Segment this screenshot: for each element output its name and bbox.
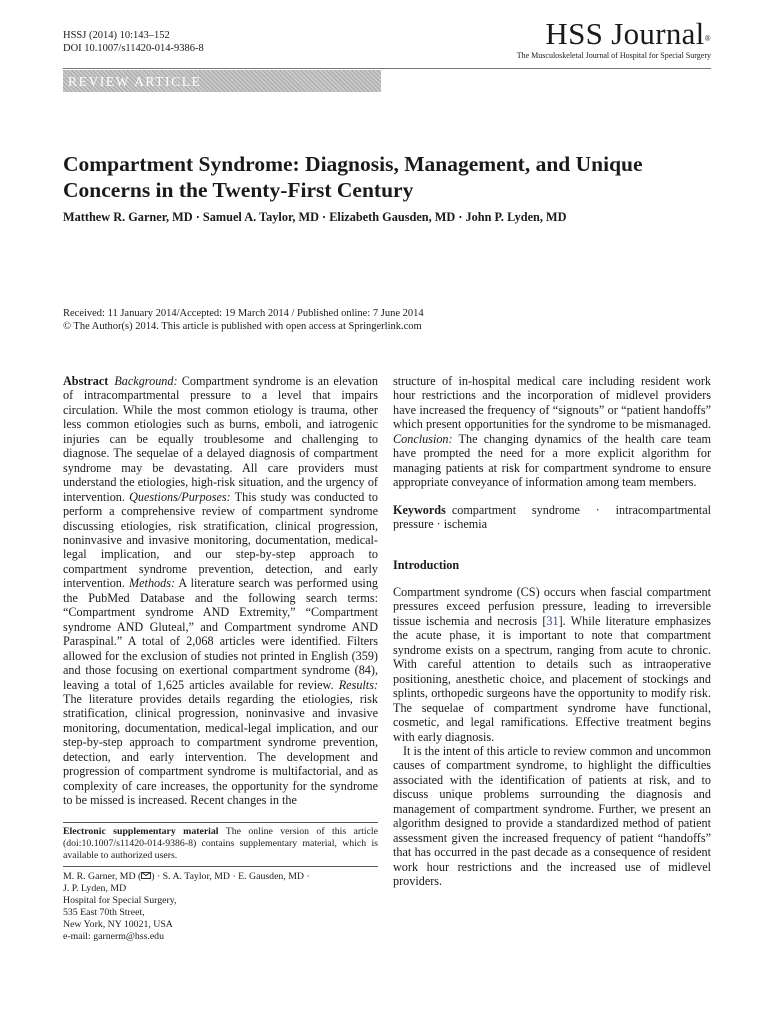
methods-label: Methods: [129, 576, 176, 591]
supplementary-material-note [63, 826, 378, 862]
address-city: New York, NY 10021, USA [63, 919, 173, 930]
address-authors-line [63, 871, 378, 883]
purposes-text: This study was conducted to perform a comprehensive review of compartment syndrome discussing etiologies, risk stratification, clinical progression, noninvasive and invasive monitoring, documentation, medical-legal implication, and our step-by-step approach to compartment syndrome prevention, detection, and early intervention. [63, 489, 378, 591]
address-author-b: ) · S. A. Taylor, MD · E. Gausden, MD · [151, 871, 310, 882]
citation-block [63, 30, 204, 55]
results-text: The literature provides details regarding the etiologies, risk stratification, clinical progression, noninvasive and invasive monitoring, documentation, medical-legal implication, and our step-by-step approach to compartment syndrome prevention, detection, and early intervention. The development and progression of compartment syndrome is multifactorial, and as complexity of care increases, the opportunity for the syndrome to be missed is increased. Recent changes in the [63, 691, 378, 808]
address-author-a: M. R. Garner, MD ( [63, 871, 142, 882]
contact-email[interactable]: e-mail: garnerm@hss.edu [63, 931, 164, 942]
results-label: Results: [338, 677, 378, 692]
keywords-text: compartment syndrome · intracompartmental pressure · ischemia [393, 502, 711, 532]
right-column [393, 374, 711, 889]
address-street: 535 East 70th Street, [63, 907, 145, 918]
envelope-icon [141, 872, 151, 879]
abstract-label: Abstract [63, 374, 109, 388]
conclusion-text: The changing dynamics of the health care team have prompted the need for a more explicit algorithm for managing patients at risk for compartment syndrome to ensure appropriate conveyance of information among team members. [393, 431, 711, 490]
esm-text: The online version of this article (doi:10.1007/s11420-014-9386-8) contains supplementary material, which is available to authorized users. [63, 826, 378, 861]
abstract-column [63, 374, 378, 808]
abstract-paragraph [63, 374, 378, 808]
keywords-label: Keywords [393, 502, 446, 517]
article-type-label: REVIEW ARTICLE [68, 74, 202, 89]
publication-dates: Received: 11 January 2014/Accepted: 19 March 2014 / Published online: 7 June 2014 [63, 308, 424, 319]
purposes-label: Questions/Purposes: [129, 489, 231, 504]
introduction-paragraph-1 [393, 585, 711, 744]
journal-subtitle: The Musculoskeletal Journal of Hospital for Special Surgery [516, 51, 711, 60]
footnote-divider-2 [63, 866, 378, 867]
journal-name [517, 18, 711, 50]
article-title: Compartment Syndrome: Diagnosis, Management, and Unique Concerns in the Twenty-First Century [63, 152, 643, 202]
address-institution: Hospital for Special Surgery, [63, 895, 177, 906]
registered-mark: ® [704, 34, 711, 43]
introduction-paragraph-2: It is the intent of this article to review common and uncommon causes of compartment syndrome, to highlight the difficulties associated with the identification of patients at risk, and to discuss unique problems surrounding the diagnosis and management of compartment syndrome. Further, we present an algorithm designed to provide a standardized method of patient assessment given the increased frequency of patient “handoffs” that has occurred in the past decade as a consequence of resident work hour restrictions and the increased use of midlevel providers. [393, 743, 711, 889]
journal-masthead [517, 18, 711, 61]
esm-label: Electronic supplementary material [63, 826, 219, 837]
author-list: Matthew R. Garner, MD · Samuel A. Taylor, MD · Elizabeth Gausden, MD · John P. Lyden, MD [63, 210, 567, 224]
citation-volume: HSSJ (2014) 10:143–152 [63, 30, 170, 41]
keywords [393, 503, 711, 532]
correspondence-address [63, 871, 378, 943]
reference-link-31[interactable]: 31 [546, 613, 559, 628]
intro-p1-text-b: ]. While literature emphasizes the acute phase, it is important to note that compartment syndrome exists on a spectrum, ranging from acute to chronic. With careful attention to details such as intraoperative positioning, anesthetic choice, and placement of stockings and splints, orthopedic surgeons have the opportunity to modify risk. The sequelae of compartment syndrome have functional, cosmetic, and legal ramifications. Effective treatment begins with early diagnosis. [393, 613, 711, 744]
background-text: Compartment syndrome is an elevation of intracompartmental pressure to a level that impairs circulation. While the most common etiology is trauma, other less common etiologies such as burns, emboli, and iatrogenic injuries can be equally troublesome and challenging to diagnose. The sequelae of a delayed diagnosis of compartment syndrome may be devastating. All care providers must understand the etiologies, high-risk situation, and the urgency of intervention. [63, 374, 378, 504]
copyright-notice: © The Author(s) 2014. This article is published with open access at Springerlink.com [63, 321, 422, 332]
introduction-heading: Introduction [393, 557, 460, 572]
conclusion-label: Conclusion: [393, 431, 453, 446]
abstract-continuation [393, 374, 711, 490]
intro-p1-text-a: Compartment syndrome (CS) occurs when fascial compartment pressures exceed perfusion pressure, leading to irreversible tissue ischemia and necrosis [ [393, 584, 711, 628]
article-type-banner [63, 70, 381, 92]
footnote-divider [63, 822, 378, 823]
header-divider [63, 68, 711, 69]
background-label: Background: [114, 374, 178, 388]
results-text-continued: structure of in-hospital medical care including resident work hour restrictions and the incorporation of midlevel providers have increased the frequency of “signouts” or “patient handoffs” which present opportunities for the syndrome to be mismanaged. [393, 374, 711, 432]
address-line-2: J. P. Lyden, MD [63, 883, 127, 894]
publication-history [63, 307, 424, 333]
citation-doi: DOI 10.1007/s11420-014-9386-8 [63, 42, 204, 54]
journal-name-text: HSS Journal [545, 16, 705, 51]
methods-text: A literature search was performed using the PubMed Database and the following search terms: “Compartment syndrome AND Extremity,” “Compartment syndrome AND Gluteal,” and Compartment syndrome AND Paraspinal.” A total of 2,068 articles were identified. Filters allowed for the exclusion of studies not printed in English (359) and those focusing on exertional compartment syndrome (84), leaving a total of 1,625 articles available for review. [63, 576, 379, 692]
